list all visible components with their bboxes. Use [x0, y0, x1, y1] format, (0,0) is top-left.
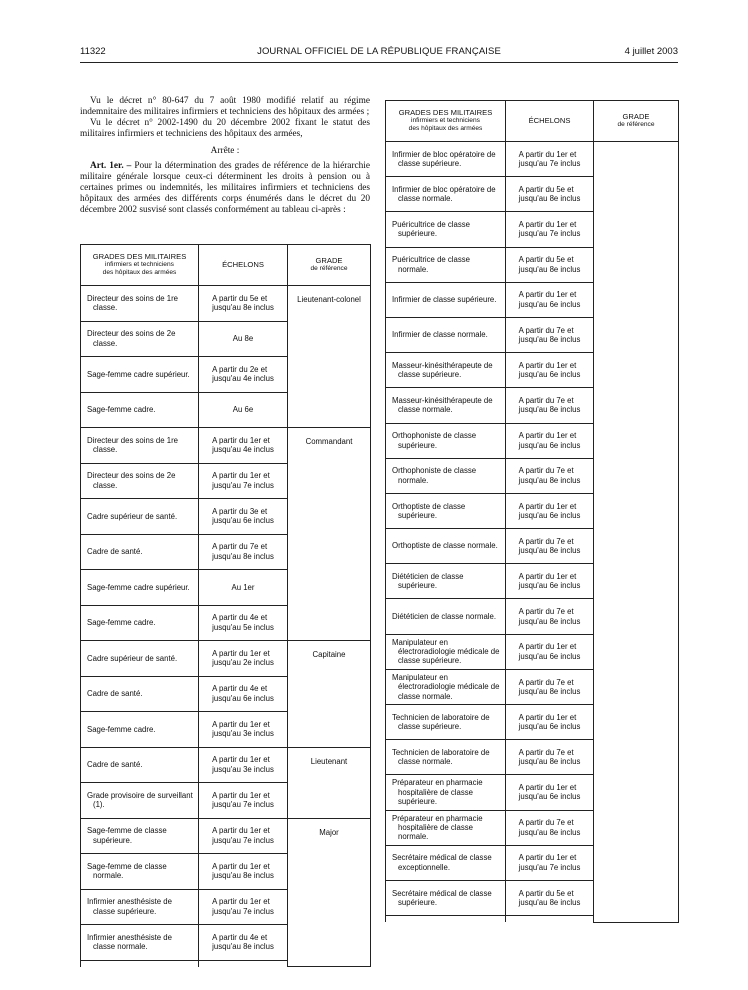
grade-cell: [386, 564, 506, 599]
echelon-line-1: A partir du 1er et: [518, 501, 577, 511]
echelon-line-2: jusqu'au 8e inclus: [518, 264, 581, 274]
echelon-cell: [506, 880, 594, 915]
echelon-cell: [506, 282, 594, 317]
echelon-text: [519, 185, 581, 204]
echelon-line-1: A partir du 1er et: [518, 783, 577, 793]
echelon-cell: [506, 810, 594, 845]
col-grade-ref-header: GRADE de référence: [594, 101, 679, 142]
grade-text: Infirmier de classe supérieure.: [392, 295, 497, 305]
grade-text: Infirmier anesthésiste de classe normale.: [87, 932, 172, 952]
echelon-text: [519, 361, 581, 380]
echelon-line-1: Au 6e: [232, 405, 254, 415]
echelon-cell: [199, 286, 288, 322]
grade-cell: [386, 740, 506, 775]
echelon-text: [519, 396, 581, 415]
echelon-line-2: jusqu'au 8e inclus: [518, 405, 581, 415]
col-grades-header: GRADES DES MILITAIRES infirmiers et techniciens des hôpitaux des armées: [386, 101, 506, 142]
echelon-line-1: A partir du 7e et: [212, 542, 268, 552]
grade-text: Diététicien de classe normale.: [392, 611, 497, 621]
grade-text: Sage-femme cadre.: [87, 618, 156, 628]
echelon-cell: [506, 493, 594, 528]
grade-text: Secrétaire médical de classe supérieure.: [392, 888, 492, 908]
echelon-line-1: A partir du 3e et: [212, 506, 268, 516]
echelon-text: [212, 684, 274, 703]
grade-cell: [386, 388, 506, 423]
echelon-text: [233, 405, 253, 414]
grade-text: Directeur des soins de 1re classe.: [87, 435, 179, 455]
echelon-text: [233, 334, 253, 343]
echelon-line-2: jusqu'au 5e inclus: [212, 622, 274, 632]
article-1: [80, 161, 370, 216]
echelon-cell: [506, 142, 594, 177]
grade-cell: [81, 321, 199, 357]
echelon-line-2: jusqu'au 3e inclus: [212, 729, 274, 739]
echelon-cell: [199, 676, 288, 712]
grade-cell: [386, 142, 506, 177]
echelon-line-2: jusqu'au 6e inclus: [518, 722, 581, 732]
echelon-cell: [506, 845, 594, 880]
echelon-line-1: A partir du 4e et: [212, 684, 268, 694]
grade-cell: [386, 423, 506, 458]
echelon-text: [212, 471, 274, 490]
echelon-line-1: A partir du 7e et: [518, 325, 574, 335]
echelon-text: [519, 818, 581, 837]
echelon-line-1: Au 1er: [231, 582, 255, 592]
echelon-line-2: jusqu'au 6e inclus: [518, 440, 581, 450]
grade-text: Orthophoniste de classe normale.: [392, 466, 477, 485]
article-label: Art. 1er. –: [90, 161, 132, 171]
echelon-text: [519, 326, 581, 345]
echelon-line-1: A partir du 1er et: [212, 755, 270, 765]
echelon-line-2: jusqu'au 6e inclus: [518, 510, 581, 520]
echelon-line-2: jusqu'au 8e inclus: [518, 475, 581, 485]
page-number: 11322: [80, 46, 106, 57]
grade-text: Puéricultrice de classe supérieure.: [392, 220, 471, 239]
echelon-line-2: jusqu'au 8e inclus: [518, 827, 581, 837]
echelon-cell: [199, 641, 288, 677]
echelon-text: [519, 607, 581, 626]
echelon-line-2: jusqu'au 6e inclus: [518, 651, 581, 661]
grade-cell: [386, 669, 506, 704]
grade-cell: [386, 775, 506, 810]
grade-cell: [81, 605, 199, 641]
echelon-line-1: A partir du 2e et: [212, 364, 268, 374]
echelon-text: [519, 748, 581, 767]
echelon-text: [519, 889, 581, 908]
echelon-line-1: A partir du 1er et: [518, 149, 577, 159]
echelon-line-1: A partir du 4e et: [212, 932, 268, 942]
echelon-cell: [199, 783, 288, 819]
echelon-line-2: jusqu'au 8e inclus: [212, 871, 274, 881]
arrete: Arrête :: [210, 146, 240, 156]
col-echelons-header: ÉCHELONS: [506, 101, 594, 142]
grade-cell: [386, 212, 506, 247]
grade-text: Orthoptiste de classe supérieure.: [392, 501, 466, 520]
grade-text: Puéricultrice de classe normale.: [392, 255, 471, 274]
grade-text: Sage-femme cadre supérieur.: [87, 369, 190, 379]
echelon-cell: [199, 854, 288, 890]
echelon-line-1: A partir du 7e et: [518, 677, 574, 687]
header-rule: [80, 62, 678, 63]
grade-cell: [81, 499, 199, 535]
grade-text: Préparateur en pharmacie hospitalière de classe supérieure.: [392, 778, 483, 807]
grade-cell: [81, 392, 199, 428]
echelon-cell: [506, 705, 594, 740]
echelon-cell: [506, 247, 594, 282]
echelon-line-1: A partir du 5e et: [518, 888, 574, 898]
grade-cell: [386, 845, 506, 880]
grade-ref-cell: Lieutenant: [288, 747, 371, 818]
page-header: [80, 46, 678, 60]
echelon-line-2: jusqu'au 6e inclus: [518, 370, 581, 380]
echelon-line-1: A partir du 1er et: [518, 360, 577, 370]
echelon-line-1: A partir du 1er et: [518, 220, 577, 230]
intro-text: [80, 96, 370, 216]
echelon-text: [519, 642, 581, 661]
grade-text: Préparateur en pharmacie hospitalière de classe normale.: [392, 813, 483, 842]
echelon-line-2: jusqu'au 8e inclus: [518, 686, 581, 696]
col-grades-header: GRADES DES MILITAIRES infirmiers et techniciens des hôpitaux des armées: [81, 245, 199, 286]
echelon-cell: [506, 775, 594, 810]
echelon-line-2: jusqu'au 7e inclus: [518, 159, 581, 169]
echelon-line-1: A partir du 1er et: [212, 790, 270, 800]
grade-ref-cell: [594, 142, 679, 923]
echelon-text: [212, 436, 274, 455]
echelon-cell: [199, 818, 288, 854]
echelon-cell: [506, 458, 594, 493]
table-row: [81, 428, 371, 464]
grade-cell: [81, 286, 199, 322]
echelon-text: [212, 755, 274, 774]
grade-cell: [386, 317, 506, 352]
grade-cell: [81, 818, 199, 854]
echelon-cell: [199, 925, 288, 961]
table-row: [81, 286, 371, 322]
visa-1: Vu le décret n° 80-647 du 7 août 1980 modifié relatif au régime indemnitaire des militaires infirmiers et techniciens des hôpitaux des armées ;: [80, 96, 370, 117]
grade-ref-cell: Commandant: [288, 428, 371, 641]
echelon-line-1: A partir du 7e et: [518, 466, 574, 476]
echelon-text: [519, 150, 581, 169]
grade-text: Sage-femme cadre.: [87, 405, 156, 415]
grade-text: Infirmier de bloc opératoire de classe supérieure.: [392, 149, 496, 169]
grade-cell: [386, 705, 506, 740]
echelon-line-1: A partir du 1er et: [518, 853, 577, 863]
echelon-line-1: A partir du 7e et: [518, 818, 574, 828]
echelon-line-2: jusqu'au 8e inclus: [518, 194, 581, 204]
echelon-cell: [199, 570, 288, 606]
grade-text: Masseur-kinésithérapeute de classe normale.: [392, 396, 493, 415]
table-row: [81, 641, 371, 677]
echelon-cell: [199, 428, 288, 464]
grade-cell: [81, 854, 199, 890]
echelon-line-2: jusqu'au 8e inclus: [212, 551, 274, 561]
echelon-cell: [199, 889, 288, 925]
echelon-line-1: A partir du 1er et: [212, 719, 270, 729]
grade-text: Sage-femme cadre supérieur.: [87, 582, 190, 592]
grade-text: Manipulateur en électroradiologie médicale de classe supérieure.: [392, 637, 500, 666]
echelon-line-2: jusqu'au 6e inclus: [212, 516, 274, 526]
grade-cell: [81, 783, 199, 819]
echelon-text: [232, 583, 255, 592]
grade-cell: [81, 534, 199, 570]
echelon-text: [212, 791, 274, 810]
echelon-line-2: jusqu'au 7e inclus: [212, 906, 274, 916]
echelon-line-1: A partir du 7e et: [518, 536, 574, 546]
echelon-text: [519, 502, 581, 521]
echelon-line-1: A partir du 5e et: [518, 255, 574, 265]
echelon-text: [519, 537, 581, 556]
echelon-cell: [199, 747, 288, 783]
grade-cell: [386, 634, 506, 669]
echelon-cell: [199, 605, 288, 641]
grade-text: Sage-femme de classe normale.: [87, 861, 167, 881]
grade-text: Masseur-kinésithérapeute de classe supérieure.: [392, 360, 493, 380]
echelon-text: [519, 783, 581, 802]
echelon-line-1: A partir du 1er et: [212, 471, 270, 481]
grade-text: Manipulateur en électroradiologie médicale de classe normale.: [392, 672, 500, 701]
echelon-text: [212, 720, 274, 739]
echelon-line-1: Au 8e: [232, 334, 254, 344]
grade-text: Orthoptiste de classe normale.: [392, 541, 498, 551]
echelon-line-2: jusqu'au 7e inclus: [212, 835, 274, 845]
echelon-cell: [506, 353, 594, 388]
grade-cell: [386, 810, 506, 845]
grade-text: Directeur des soins de 2e classe.: [87, 329, 176, 348]
grade-cell: [81, 641, 199, 677]
grade-text: Infirmier de classe normale.: [392, 330, 488, 340]
grade-text: Technicien de laboratoire de classe supérieure.: [392, 712, 490, 732]
echelon-cell: [199, 463, 288, 499]
grade-cell: [81, 357, 199, 393]
echelon-cell: [199, 357, 288, 393]
grade-cell: [386, 458, 506, 493]
echelon-line-1: A partir du 7e et: [518, 396, 574, 405]
echelon-line-2: jusqu'au 6e inclus: [212, 693, 274, 703]
echelon-line-1: A partir du 1er et: [518, 290, 577, 300]
echelon-text: [212, 826, 274, 845]
echelon-line-2: jusqu'au 8e inclus: [518, 757, 581, 767]
grade-text: Infirmier anesthésiste de classe supérieure.: [87, 897, 172, 916]
echelon-line-2: jusqu'au 7e inclus: [518, 229, 581, 239]
echelon-line-1: A partir du 7e et: [518, 607, 574, 617]
echelon-text: [212, 613, 274, 632]
echelon-cell: [506, 529, 594, 564]
grade-text: Directeur des soins de 2e classe.: [87, 471, 176, 490]
echelon-line-2: jusqu'au 7e inclus: [212, 480, 274, 490]
grade-cell: [81, 570, 199, 606]
journal-title: JOURNAL OFFICIEL DE LA RÉPUBLIQUE FRANÇAISE: [257, 46, 501, 57]
echelon-cell: [506, 212, 594, 247]
grade-text: Cadre supérieur de santé.: [87, 511, 178, 521]
echelon-line-2: jusqu'au 7e inclus: [518, 862, 581, 872]
echelon-text: [519, 678, 581, 697]
echelon-text: [519, 713, 581, 732]
grade-ref-cell: Major: [288, 818, 371, 967]
grade-text: Secrétaire médical de classe exceptionnelle.: [392, 853, 492, 872]
echelon-line-1: A partir du 7e et: [518, 747, 574, 757]
echelon-line-2: jusqu'au 6e inclus: [518, 792, 581, 802]
echelon-text: [212, 862, 274, 881]
echelon-line-1: A partir du 5e et: [518, 184, 574, 194]
article-text: Pour la détermination des grades de référence de la hiérarchie militaire générale lorsque ceux-ci déterminent les droits à pension ou à certaines primes ou indemnités, les militaires infirmiers et techniciens des hôpitaux des armées des différents corps énumérés dans le décret du 20 décembre 2002 susvisé sont classés conformément au tableau ci-après :: [80, 161, 370, 215]
echelon-line-2: jusqu'au 8e inclus: [518, 546, 581, 556]
echelon-cell: [506, 388, 594, 423]
grade-cell: [386, 353, 506, 388]
echelon-line-1: A partir du 5e et: [212, 293, 268, 303]
echelon-text: [212, 897, 274, 916]
echelon-cell: [506, 564, 594, 599]
continuation-cell: [506, 916, 594, 923]
echelon-text: [212, 507, 274, 526]
echelon-text: [519, 255, 581, 274]
echelon-line-1: A partir du 1er et: [212, 648, 270, 658]
table-row: [81, 818, 371, 854]
echelon-line-2: jusqu'au 8e inclus: [212, 942, 274, 952]
echelon-cell: [199, 392, 288, 428]
echelon-cell: [199, 712, 288, 748]
grade-ref-cell: Lieutenant-colonel: [288, 286, 371, 428]
table-row: [81, 747, 371, 783]
grade-text: Grade provisoire de surveillant (1).: [87, 790, 193, 810]
grade-cell: [386, 493, 506, 528]
grade-text: Technicien de laboratoire de classe normale.: [392, 747, 490, 767]
echelon-text: [212, 933, 274, 952]
grade-text: Cadre supérieur de santé.: [87, 653, 178, 663]
echelon-line-1: A partir du 1er et: [518, 712, 577, 722]
grade-cell: [81, 463, 199, 499]
echelon-line-2: jusqu'au 4e inclus: [212, 445, 274, 455]
echelon-line-1: A partir du 1er et: [212, 826, 270, 836]
grade-cell: [81, 747, 199, 783]
continuation-cell: [199, 960, 288, 967]
grade-cell: [81, 676, 199, 712]
grade-text: Sage-femme de classe supérieure.: [87, 826, 167, 845]
echelon-text: [519, 466, 581, 485]
echelon-line-1: A partir du 1er et: [518, 642, 577, 652]
echelon-line-1: A partir du 1er et: [212, 861, 270, 871]
grade-cell: [81, 889, 199, 925]
echelon-line-2: jusqu'au 8e inclus: [518, 616, 581, 626]
echelon-line-2: jusqu'au 8e inclus: [212, 303, 274, 313]
grade-text: Diététicien de classe supérieure.: [392, 571, 464, 591]
grade-cell: [386, 880, 506, 915]
echelon-cell: [199, 499, 288, 535]
grade-cell: [386, 247, 506, 282]
echelon-text: [519, 220, 581, 239]
echelon-line-2: jusqu'au 3e inclus: [212, 764, 274, 774]
echelon-text: [212, 294, 274, 313]
echelon-cell: [506, 599, 594, 634]
grade-text: Cadre de santé.: [87, 547, 143, 557]
right-table-header: [386, 101, 679, 142]
publication-date: 4 juillet 2003: [624, 46, 678, 57]
echelon-line-1: A partir du 1er et: [212, 435, 270, 445]
left-table-header: [81, 245, 371, 286]
grade-text: Cadre de santé.: [87, 689, 143, 699]
grade-cell: [81, 925, 199, 961]
grade-cell: [81, 712, 199, 748]
echelon-line-2: jusqu'au 4e inclus: [212, 374, 274, 384]
grade-text: Directeur des soins de 1re classe.: [87, 293, 179, 313]
grade-text: Cadre de santé.: [87, 760, 143, 770]
grade-cell: [386, 282, 506, 317]
echelon-cell: [506, 669, 594, 704]
echelon-text: [212, 649, 274, 668]
echelon-cell: [199, 534, 288, 570]
echelon-cell: [506, 177, 594, 212]
grade-text: Sage-femme cadre.: [87, 724, 156, 734]
echelon-line-1: A partir du 1er et: [212, 897, 270, 907]
echelon-line-2: jusqu'au 6e inclus: [518, 299, 581, 309]
grade-ref-cell: Capitaine: [288, 641, 371, 748]
visa-2: Vu le décret n° 2002-1490 du 20 décembre 2002 fixant le statut des militaires infirmiers et techniciens des hôpitaux des armées,: [80, 118, 370, 139]
table-row: [386, 142, 679, 177]
echelon-text: [212, 542, 274, 561]
echelon-line-2: jusqu'au 8e inclus: [518, 335, 581, 345]
continuation-cell: [386, 916, 506, 923]
echelon-text: [519, 290, 581, 309]
echelon-text: [212, 365, 274, 384]
right-table: [385, 100, 679, 923]
grade-cell: [386, 529, 506, 564]
grade-cell: [386, 599, 506, 634]
echelon-cell: [506, 423, 594, 458]
echelon-line-2: jusqu'au 2e inclus: [212, 658, 274, 668]
echelon-line-2: jusqu'au 7e inclus: [212, 800, 274, 810]
left-table: [80, 244, 371, 967]
grade-cell: [81, 428, 199, 464]
echelon-cell: [199, 321, 288, 357]
echelon-cell: [506, 740, 594, 775]
echelon-line-2: jusqu'au 8e inclus: [518, 898, 581, 908]
grade-cell: [386, 177, 506, 212]
grade-text: Infirmier de bloc opératoire de classe normale.: [392, 184, 496, 204]
echelon-text: [519, 853, 581, 872]
echelon-line-1: A partir du 1er et: [518, 431, 577, 441]
echelon-text: [519, 431, 581, 450]
echelon-line-1: A partir du 1er et: [518, 571, 577, 581]
echelon-line-2: jusqu'au 6e inclus: [518, 581, 581, 591]
grade-text: Orthophoniste de classe supérieure.: [392, 431, 477, 450]
col-echelons-header: ÉCHELONS: [199, 245, 288, 286]
continuation-cell: [81, 960, 199, 967]
echelon-cell: [506, 634, 594, 669]
col-grade-ref-header: GRADE de référence: [288, 245, 371, 286]
echelon-cell: [506, 317, 594, 352]
echelon-text: [519, 572, 581, 591]
echelon-line-1: A partir du 4e et: [212, 613, 268, 623]
